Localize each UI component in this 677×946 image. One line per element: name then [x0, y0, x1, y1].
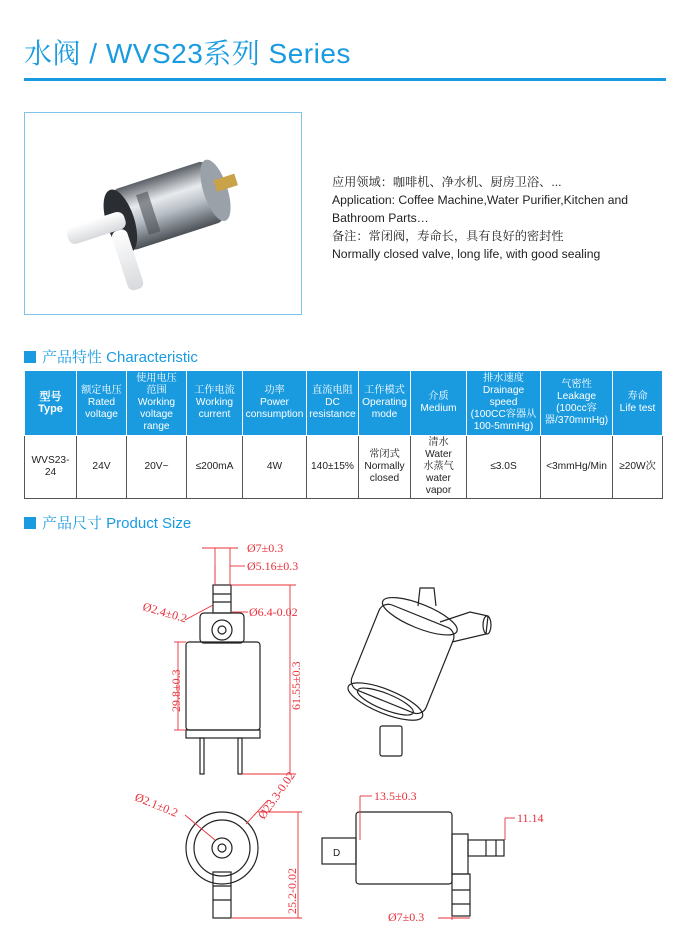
table-cell: ≥20W次: [613, 436, 663, 499]
top-view-drawing: [186, 812, 258, 918]
characteristic-table: [24, 370, 663, 499]
remark-en: Normally closed valve, long life, with good sealing: [332, 247, 601, 261]
product-photo: [24, 112, 302, 315]
front-view-drawing: [186, 585, 260, 774]
table-header-cell: 气密性 Leakage (100cc容 器/370mmHg): [541, 371, 613, 436]
table-cell: 140±15%: [307, 436, 359, 499]
characteristic-heading: 产品特性 Characteristic: [24, 346, 198, 367]
top-view-dim-lines: [185, 800, 302, 918]
table-header-cell: 功率 Power consumption: [243, 371, 307, 436]
dim-d64: Ø6.4-0.02: [249, 605, 298, 619]
table-header-cell: 工作电流 Working current: [187, 371, 243, 436]
table-cell: <3mmHg/Min: [541, 436, 613, 499]
terminal-mark: D: [333, 848, 341, 859]
dim-w1114: 11.14: [517, 811, 544, 825]
application-en: Application: Coffee Machine,Water Purifier,Kitchen and: [332, 193, 629, 207]
dim-h252: 25.2-0.02: [285, 868, 299, 914]
iso-view-drawing: [344, 588, 491, 756]
table-header-cell: 使用电压 范围 Working voltage range: [127, 371, 187, 436]
front-view-dim-lines: [174, 548, 299, 774]
title-divider: [24, 78, 666, 81]
dim-d233: Ø23.3-0.02: [254, 768, 298, 822]
table-header-row: [25, 371, 663, 436]
square-bullet-icon: [24, 517, 36, 529]
table-header-cell: 直流电阻 DC resistance: [307, 371, 359, 436]
table-cell: 清水 Water 水蒸气 water vapor: [411, 436, 467, 499]
table-cell: ≤3.0S: [467, 436, 541, 499]
side-view-dim-lines: [360, 796, 515, 920]
table-header-cell: 寿命 Life test: [613, 371, 663, 436]
dim-h298: 29.8±0.3: [169, 669, 183, 712]
application-en-cont: Bathroom Parts…: [332, 211, 429, 225]
application-cn: 应用领域：咖啡机、净水机、厨房卫浴、...: [332, 175, 562, 189]
table-row: [25, 436, 663, 499]
dim-d7-top: Ø7±0.3: [247, 541, 284, 555]
table-header-cell: 介质 Medium: [411, 371, 467, 436]
table-header-cell: 工作模式 Operating mode: [359, 371, 411, 436]
table-cell: ≤200mA: [187, 436, 243, 499]
size-heading: 产品尺寸 Product Size: [24, 512, 191, 533]
dim-d7-bottom: Ø7±0.3: [388, 910, 425, 924]
product-description: [332, 173, 662, 263]
dim-d21: Ø2.1±0.2: [132, 789, 181, 820]
square-bullet-icon: [24, 351, 36, 363]
table-header-cell: 额定电压 Rated voltage: [77, 371, 127, 436]
dim-d24: Ø2.4±0.2: [141, 599, 189, 626]
remark-cn: 备注：常闭阀，寿命长，具有良好的密封性: [332, 229, 564, 243]
table-header-cell: 型号 Type: [25, 371, 77, 436]
dim-w135: 13.5±0.3: [374, 789, 417, 803]
table-cell: 20V~: [127, 436, 187, 499]
table-cell: 4W: [243, 436, 307, 499]
table-cell: 常闭式 Normally closed: [359, 436, 411, 499]
side-view-drawing: [322, 812, 504, 916]
dim-d516: Ø5.16±0.3: [247, 559, 299, 573]
valve-photo-illustration: [25, 113, 303, 316]
table-header-cell: 排水速度 Drainage speed (100CC容器从 100-5mmHg): [467, 371, 541, 436]
page-title: 水阀 / WVS23系列 Series: [24, 38, 351, 69]
table-cell: WVS23-24: [25, 436, 77, 499]
dim-h6155: 61.55±0.3: [289, 661, 303, 710]
table-cell: 24V: [77, 436, 127, 499]
